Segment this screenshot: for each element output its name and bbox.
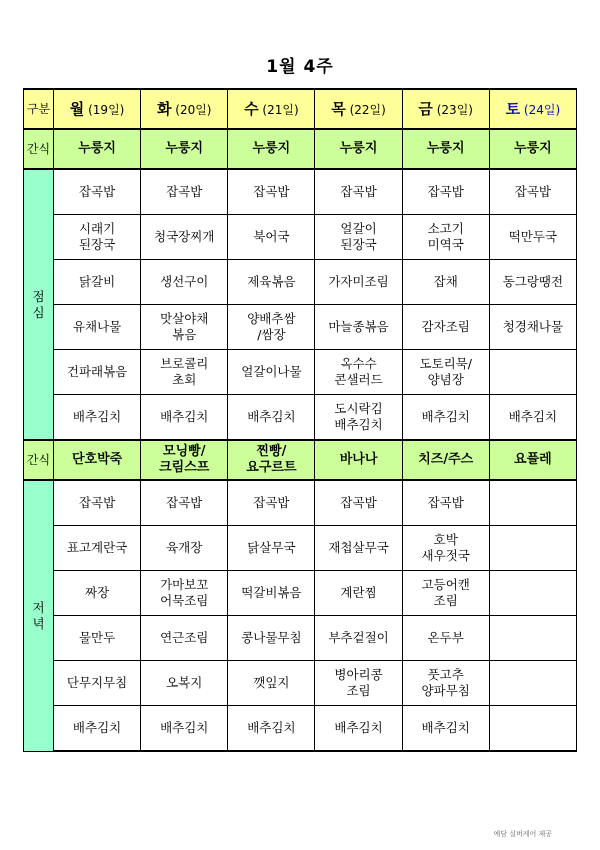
menu-cell xyxy=(54,260,141,305)
menu-cell xyxy=(402,661,489,706)
day-header-6 xyxy=(489,89,576,129)
menu-cell xyxy=(315,661,402,706)
menu-cell xyxy=(228,571,315,616)
day-name: 금 xyxy=(418,99,433,118)
menu-cell: 누룽지 xyxy=(54,129,141,169)
menu-cell xyxy=(228,706,315,752)
menu-cell xyxy=(489,169,576,215)
dinner-row xyxy=(24,571,577,616)
menu-item-line: 소고기 xyxy=(427,221,464,236)
menu-item-line: 호박 xyxy=(433,532,458,547)
weekly-menu-table xyxy=(23,88,577,752)
menu-item-line: 가마보꼬 xyxy=(160,577,209,592)
menu-cell xyxy=(141,260,228,305)
menu-item-line: 재첩살무국 xyxy=(328,540,389,555)
menu-item-line: 새우젓국 xyxy=(421,548,470,563)
menu-item-line: 배추김치 xyxy=(421,409,470,424)
menu-cell xyxy=(141,526,228,571)
menu-item-line: 풋고추 xyxy=(427,667,464,682)
day-header-4 xyxy=(315,89,402,129)
menu-cell xyxy=(489,526,576,571)
afternoon-snack-label: 간식 xyxy=(24,440,54,480)
menu-cell xyxy=(141,571,228,616)
menu-cell xyxy=(54,169,141,215)
header-label: 구분 xyxy=(24,89,54,129)
menu-item-line: 배추김치 xyxy=(72,409,122,424)
menu-item-line: 생선구이 xyxy=(160,274,209,289)
menu-item-line: /쌈장 xyxy=(257,327,286,342)
menu-item-line: 얼갈이나물 xyxy=(241,364,302,379)
lunch-row xyxy=(24,215,577,260)
menu-cell xyxy=(402,350,489,395)
menu-item-line: 오복지 xyxy=(166,675,203,690)
dinner-row xyxy=(24,706,577,752)
menu-cell xyxy=(402,215,489,260)
menu-cell xyxy=(54,616,141,661)
menu-item-line: 잡곡밥 xyxy=(427,184,464,199)
menu-cell xyxy=(402,169,489,215)
menu-cell xyxy=(54,350,141,395)
menu-item-line: 배추김치 xyxy=(247,720,296,735)
menu-item-line: 맛살야채 xyxy=(160,311,209,326)
dinner-label-bottom: 녁 xyxy=(32,615,45,631)
header-row xyxy=(24,89,577,129)
dinner-row xyxy=(24,526,577,571)
menu-item-line: 콘샐러드 xyxy=(334,372,383,387)
menu-cell xyxy=(402,571,489,616)
menu-cell xyxy=(489,350,576,395)
day-date: (24일) xyxy=(520,102,561,117)
menu-cell xyxy=(54,571,141,616)
menu-item-line: 잡곡밥 xyxy=(166,495,203,510)
day-name: 월 xyxy=(69,99,85,118)
menu-cell xyxy=(315,260,402,305)
menu-item-line: 배추김치 xyxy=(72,720,122,735)
menu-cell xyxy=(228,480,315,526)
menu-item-line: 단무지무침 xyxy=(66,675,128,690)
menu-item-line: 도시락김 xyxy=(334,401,383,416)
dinner-row xyxy=(24,616,577,661)
menu-item-line: 감자조림 xyxy=(421,319,470,334)
day-header-1 xyxy=(54,89,141,129)
menu-item-line: 브로콜리 xyxy=(160,356,209,371)
menu-cell xyxy=(402,260,489,305)
menu-cell xyxy=(228,260,315,305)
lunch-row xyxy=(24,260,577,305)
menu-item-line: 된장국 xyxy=(78,237,116,252)
menu-item-line: 동그랑땡전 xyxy=(502,274,564,289)
menu-cell xyxy=(54,215,141,260)
menu-item-line: 크림스프 xyxy=(159,460,210,475)
menu-item-line: 닭갈비 xyxy=(78,274,116,289)
menu-cell xyxy=(141,350,228,395)
day-name: 수 xyxy=(244,99,259,118)
menu-cell xyxy=(228,305,315,350)
day-name: 목 xyxy=(331,99,346,118)
menu-item-line: 옥수수 xyxy=(340,356,377,371)
menu-cell xyxy=(315,169,402,215)
menu-item-line: 닭살무국 xyxy=(247,540,296,555)
menu-item-line: 배추김치 xyxy=(160,409,209,424)
menu-item-line: 찐빵/ xyxy=(256,444,287,459)
menu-cell xyxy=(315,616,402,661)
menu-item-line: 잡채 xyxy=(433,274,458,289)
menu-item-line: 시래기 xyxy=(78,221,116,236)
menu-item-line: 북어국 xyxy=(253,229,290,244)
menu-cell xyxy=(141,215,228,260)
menu-cell xyxy=(315,480,402,526)
day-header-5 xyxy=(402,89,489,129)
day-header-3 xyxy=(228,89,315,129)
day-date: (22일) xyxy=(345,102,386,117)
menu-cell xyxy=(141,616,228,661)
day-date: (23일) xyxy=(432,102,473,117)
menu-item-line: 마늘종볶음 xyxy=(328,319,389,334)
menu-cell xyxy=(315,526,402,571)
menu-item-line: 유채나물 xyxy=(72,319,122,334)
menu-cell xyxy=(228,169,315,215)
menu-cell xyxy=(141,395,228,441)
day-date: (20일) xyxy=(171,102,212,117)
menu-item-line: 청경채나물 xyxy=(502,319,564,334)
menu-item-line: 잡곡밥 xyxy=(253,495,290,510)
menu-cell xyxy=(402,616,489,661)
menu-item-line: 물만두 xyxy=(78,630,116,645)
menu-table-body xyxy=(24,89,577,751)
menu-cell: 누룽지 xyxy=(315,129,402,169)
footer-credit: 예담 실버케어 제공 xyxy=(493,830,552,838)
menu-item-line: 볶음 xyxy=(172,327,197,342)
dinner-label-top: 저 xyxy=(32,599,45,615)
menu-item-line: 육개장 xyxy=(166,540,203,555)
menu-cell xyxy=(141,440,228,480)
menu-cell xyxy=(228,350,315,395)
lunch-row xyxy=(24,350,577,395)
menu-cell xyxy=(54,395,141,441)
day-date: (19일) xyxy=(84,102,125,117)
menu-cell xyxy=(489,215,576,260)
menu-cell xyxy=(402,395,489,441)
menu-cell: 누룽지 xyxy=(489,129,576,169)
menu-item-line: 병아리콩 xyxy=(334,667,383,682)
menu-item-line: 잡곡밥 xyxy=(340,184,377,199)
menu-item-line: 배추김치 xyxy=(247,409,296,424)
menu-item-line: 배추김치 xyxy=(421,720,470,735)
menu-cell xyxy=(228,661,315,706)
menu-cell xyxy=(489,480,576,526)
menu-item-line: 바나나 xyxy=(339,452,378,467)
day-name: 토 xyxy=(505,99,521,118)
menu-cell xyxy=(315,395,402,441)
menu-item-line: 배추김치 xyxy=(334,720,383,735)
menu-cell xyxy=(315,571,402,616)
menu-item-line: 조림 xyxy=(433,593,458,608)
menu-cell xyxy=(315,215,402,260)
lunch-label-bottom: 심 xyxy=(32,304,45,320)
menu-cell xyxy=(54,526,141,571)
menu-cell xyxy=(228,616,315,661)
menu-item-line: 떡만두국 xyxy=(508,229,558,244)
menu-item-line: 잡곡밥 xyxy=(78,495,116,510)
menu-item-line: 깻잎지 xyxy=(253,675,290,690)
menu-cell xyxy=(54,480,141,526)
menu-item-line: 미역국 xyxy=(427,237,464,252)
menu-item-line: 짜장 xyxy=(85,585,110,600)
menu-item-line: 청국장찌개 xyxy=(154,229,215,244)
menu-cell xyxy=(489,571,576,616)
menu-cell xyxy=(141,305,228,350)
lunch-row xyxy=(24,395,577,441)
menu-item-line: 건파래볶음 xyxy=(66,364,128,379)
menu-item-line: 모닝빵/ xyxy=(163,444,206,459)
menu-cell: 누룽지 xyxy=(402,129,489,169)
menu-item-line: 온두부 xyxy=(427,630,464,645)
menu-item-line: 잡곡밥 xyxy=(427,495,464,510)
menu-item-line: 요플레 xyxy=(514,452,552,467)
menu-item-line: 치즈/주스 xyxy=(418,452,474,467)
menu-cell xyxy=(489,260,576,305)
menu-cell xyxy=(489,661,576,706)
day-name: 화 xyxy=(156,99,172,118)
menu-item-line: 표고계란국 xyxy=(66,540,128,555)
day-date: (21일) xyxy=(258,102,299,117)
menu-item-line: 된장국 xyxy=(340,237,377,252)
menu-cell xyxy=(141,706,228,752)
morning-snack-row xyxy=(24,129,577,169)
menu-item-line: 잡곡밥 xyxy=(78,184,116,199)
menu-item-line: 잡곡밥 xyxy=(340,495,377,510)
menu-cell xyxy=(489,440,576,480)
dinner-row xyxy=(24,480,577,526)
lunch-label-top: 점 xyxy=(32,288,45,304)
menu-cell xyxy=(54,661,141,706)
menu-item-line: 연근조림 xyxy=(160,630,209,645)
menu-cell xyxy=(141,169,228,215)
menu-item-line: 양파무침 xyxy=(421,683,470,698)
afternoon-snack-row xyxy=(24,440,577,480)
menu-item-line: 초회 xyxy=(172,372,197,387)
menu-cell xyxy=(402,305,489,350)
menu-item-line: 요구르트 xyxy=(246,460,297,475)
menu-cell xyxy=(315,350,402,395)
menu-item-line: 배추김치 xyxy=(334,417,383,432)
menu-item-line: 제육볶음 xyxy=(247,274,296,289)
menu-item-line: 잡곡밥 xyxy=(166,184,203,199)
menu-item-line: 양념장 xyxy=(427,372,464,387)
menu-item-line: 잡곡밥 xyxy=(253,184,290,199)
menu-item-line: 부추겉절이 xyxy=(328,630,389,645)
menu-item-line: 단호박죽 xyxy=(71,452,123,467)
dinner-row xyxy=(24,661,577,706)
menu-cell xyxy=(54,440,141,480)
menu-cell xyxy=(315,706,402,752)
page-title: 1월 4주 xyxy=(266,57,334,77)
lunch-row xyxy=(24,305,577,350)
menu-item-line: 배추김치 xyxy=(508,409,558,424)
menu-cell xyxy=(141,480,228,526)
menu-cell xyxy=(54,305,141,350)
menu-cell xyxy=(402,526,489,571)
menu-item-line: 조림 xyxy=(346,683,371,698)
menu-item-line: 어묵조림 xyxy=(160,593,209,608)
menu-cell xyxy=(228,215,315,260)
dinner-label xyxy=(24,480,54,751)
menu-item-line: 가자미조림 xyxy=(328,274,389,289)
menu-item-line: 도토리묵/ xyxy=(419,356,472,371)
menu-cell xyxy=(54,706,141,752)
menu-item-line: 얼갈이 xyxy=(340,221,377,236)
menu-cell xyxy=(402,706,489,752)
menu-cell: 누룽지 xyxy=(141,129,228,169)
menu-item-line: 떡갈비볶음 xyxy=(241,585,302,600)
menu-cell xyxy=(402,440,489,480)
menu-cell xyxy=(228,440,315,480)
menu-cell xyxy=(402,480,489,526)
menu-cell xyxy=(228,395,315,441)
menu-cell xyxy=(315,305,402,350)
menu-item-line: 고등어캔 xyxy=(421,577,470,592)
menu-cell xyxy=(489,616,576,661)
lunch-label xyxy=(24,169,54,440)
lunch-row xyxy=(24,169,577,215)
menu-cell xyxy=(489,305,576,350)
menu-item-line: 잡곡밥 xyxy=(514,184,551,199)
menu-cell xyxy=(315,440,402,480)
menu-cell xyxy=(228,526,315,571)
menu-cell: 누룽지 xyxy=(228,129,315,169)
menu-cell xyxy=(489,395,576,441)
day-header-2 xyxy=(141,89,228,129)
menu-item-line: 콩나물무침 xyxy=(241,630,302,645)
menu-cell xyxy=(489,706,576,752)
menu-item-line: 양배추쌈 xyxy=(247,311,296,326)
menu-item-line: 계란찜 xyxy=(340,585,377,600)
morning-snack-label: 간식 xyxy=(24,129,54,169)
menu-item-line: 배추김치 xyxy=(160,720,209,735)
menu-cell xyxy=(141,661,228,706)
